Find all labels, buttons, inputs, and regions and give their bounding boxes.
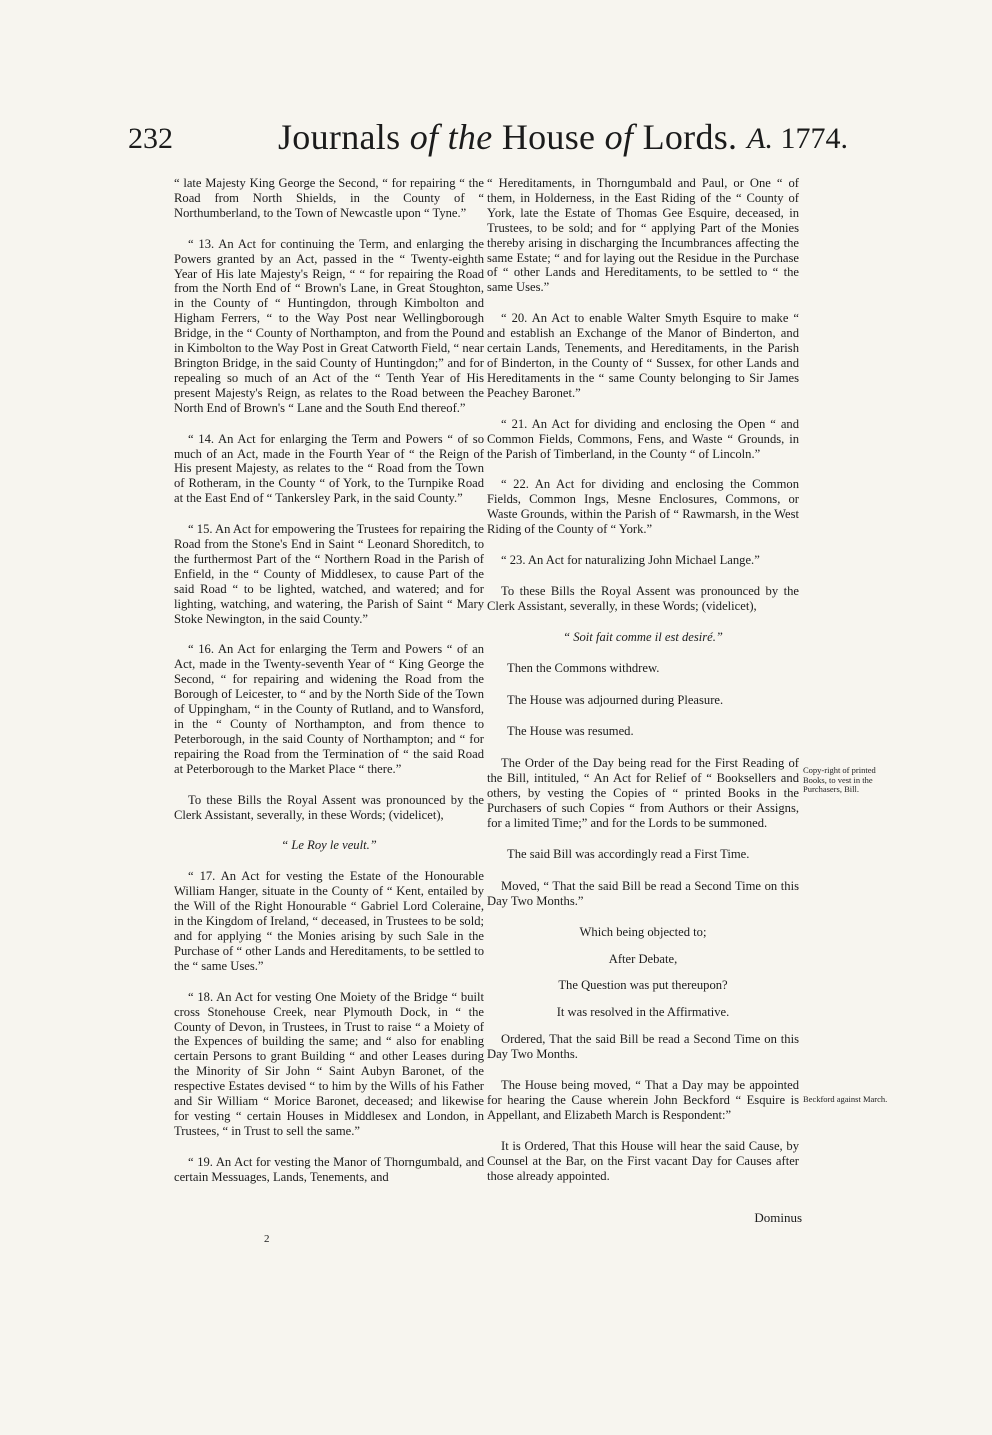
royal-assent-formula-1: “ Le Roy le veult.”	[281, 838, 377, 853]
signature-mark: 2	[264, 1233, 270, 1245]
marginal-note-beckford: Beckford against March.	[803, 1094, 888, 1104]
objection: Which being objected to;	[579, 924, 707, 939]
royal-assent-formula-2: “ Soit fait comme il est desiré.”	[563, 629, 723, 644]
after-debate: After Debate,	[608, 951, 678, 966]
house-resumed: The House was resumed.	[507, 724, 634, 739]
title-word-the: the	[447, 117, 493, 157]
beckford-order: It is Ordered, That this House will hear the said Cause, by Counsel at the Bar, on the First vacant Day for Causes after those already appointed.	[487, 1138, 799, 1183]
order-second-reading: Ordered, That the said Bill be read a Second Time on this Day Two Months.	[487, 1032, 799, 1062]
act-14: “ 14. An Act for enlarging the Term and Powers “ of so much of an Act, made in the Fourth Year of “ the Reign of His present Majesty, as relates to the “ Road from the Town of Rotheram, in the County “ of York, to the Turnpike Road at the East End of “ Tankersley Park, in the said County.”	[174, 431, 484, 506]
act-continuation: “ late Majesty King George the Second, “ for repairing “ the Road from North Shields, in the County of “ Northumberland, to the Town of Newcastle upon “ Tyne.”	[174, 176, 484, 220]
title-word-of-2: of	[604, 117, 634, 157]
title-word-journals: Journals	[278, 117, 401, 157]
beckford-motion: The House being moved, “ That a Day may be appointed for hearing the Cause wherein John Beckford “ Esquire is Appellant, and Elizabeth March is Respondent:”	[487, 1078, 799, 1122]
motion-second-reading: Moved, “ That the said Bill be read a Second Time on this Day Two Months.”	[487, 878, 799, 908]
page-number: 232	[128, 122, 173, 155]
act-15: “ 15. An Act for empowering the Trustees for repairing the Road from the Stone's End in Saint “ Leonard Shoreditch, to the furthermost Part of the “ Northern Road in the Parish of Enfield, in the “ County of Middlesex, to cause Part of the said Road “ to be lighted, watched, and watered; and for lighting, watching, and watering, the Parish of Saint “ Mary Stoke Newington, in the said County.”	[174, 522, 484, 626]
title-word-of-1: of	[409, 117, 439, 157]
act-16: “ 16. An Act for enlarging the Term and Powers “ of an Act, made in the Twenty-seventh Year of “ King George the Second, “ for repairing and widening the Road from the Borough of Leicester, to “ and by the North Side of the Town of Uppingham, “ in the County of Rutland, and to Wansford, in the “ County of Northampton, and from thence to Peterborough, in the said County of Northampton; and “ for repairing the Road from the Termination of “ the said Road at Peterborough to the Market Place “ there.”	[174, 642, 484, 776]
act-20: “ 20. An Act to enable Walter Smyth Esquire to make “ and establish an Exchange of the Manor of Binderton, and certain Lands, Tenements, and Hereditaments, in the Parish of Binderton, in the County of “ Sussex, for other Lands and Hereditaments in the “ same County belonging to Sir James Peachey Baronet.”	[487, 311, 799, 400]
year	[747, 122, 848, 156]
act-23: “ 23. An Act for naturalizing John Michael Lange.”	[501, 553, 760, 568]
act-18: “ 18. An Act for vesting One Moiety of the Bridge “ built cross Stonehouse Creek, near Plymouth Dock, in “ the County of Devon, in Trustees, in Trust to raise “ a Moiety of the Expences of building the same; and “ also for enabling certain Persons to grant Building “ and other Leases during the Minority of Sir John “ Saint Aubyn Baronet, of the respective Estates devised “ to him by the Wills of his Father and Sir William “ Morice Baronet, deceased; and likewise for vesting “ certain Houses in Middlesex and London, in Trustees, “ in Trust to sell the same.”	[174, 989, 484, 1138]
commons-withdrew: Then the Commons withdrew.	[507, 660, 660, 675]
year-value: 1774.	[780, 122, 848, 155]
booksellers-bill-reading: The Order of the Day being read for the First Reading of the Bill, intituled, “ An Act for Relief of “ Booksellers and others, by vesting the Copies of “ printed Books in the Purchasers of such Copies “ from Authors or their Assigns, for a limited Time;” and for the Lords to be summoned.	[487, 756, 799, 830]
marginal-note-copyright: Copy-right of printed Books, to vest in the Purchasers, Bill.	[803, 765, 876, 794]
year-prefix: A.	[747, 122, 773, 155]
royal-assent-statement-2: To these Bills the Royal Assent was pronounced by the Clerk Assistant, severally, in these Words; (videlicet),	[487, 583, 799, 613]
page-header	[128, 112, 848, 162]
act-19-start: “ 19. An Act for vesting the Manor of Thorngumbald, and certain Messuages, Lands, Tenements, and	[174, 1154, 484, 1184]
question-put: The Question was put thereupon?	[558, 978, 728, 993]
act-22: “ 22. An Act for dividing and enclosing the Common Fields, Common Ings, Mesne Enclosures, Commons, or Waste Grounds, within the Parish of “ Rawmarsh, in the West Riding of the County of “ York.”	[487, 477, 799, 537]
act-21: “ 21. An Act for dividing and enclosing the Open “ and Common Fields, Commons, Fens, and Waste “ Grounds, in the Parish of Timberland, in the County “ of Lincoln.”	[487, 416, 799, 461]
catchword: Dominus	[754, 1210, 802, 1225]
resolved-affirmative: It was resolved in the Affirmative.	[556, 1005, 730, 1020]
royal-assent-statement-1: To these Bills the Royal Assent was pronounced by the Clerk Assistant, severally, in these Words; (videlicet),	[174, 792, 484, 822]
title-word-house: House	[501, 117, 596, 157]
right-column	[487, 176, 799, 1200]
page-title	[278, 116, 737, 158]
act-19-continuation: “ Hereditaments, in Thorngumbald and Paul, or One “ of them, in Holderness, in the East Riding of the “ County of York, late the Estate of Thomas Gee Esquire, deceased, in Trustees, to be sold; and for “ applying Part of the Monies thereby arising in discharging the Incumbrances affecting the same Estate; “ and for laying out the Residue in the Purchase of “ other Lands and Hereditaments, to be settled to “ the same Uses.”	[487, 176, 799, 295]
act-13: “ 13. An Act for continuing the Term, and enlarging the Powers granted by an Act, passed in the “ Twenty-eighth Year of His late Majesty's Reign, “ “ for repairing the Road from the North End of “ Brown's Lane, in Great Stoughton, in the County of “ Huntingdon, through Kimbolton and Higham Ferrers, “ to the Way Post near Wellingborough Bridge, in the “ County of Northampton, and from the Pound in Kimbolton to the Way Post in Great Catworth Field, “ near Brington Bridge, in the said County of Huntingdon;” and for repealing so much of an Act of the “ Tenth Year of His present Majesty's Reign, as relates to the Road between the North End of Brown's “ Lane and the South End thereof.”	[174, 236, 484, 415]
title-word-lords: Lords.	[642, 117, 738, 157]
left-column	[174, 176, 484, 1201]
bill-read-first-time: The said Bill was accordingly read a First Time.	[507, 846, 750, 861]
house-adjourned: The House was adjourned during Pleasure.	[507, 692, 724, 707]
act-17: “ 17. An Act for vesting the Estate of the Honourable William Hanger, situate in the County of “ Kent, entailed by the Will of the Right Honourable “ Gabriel Lord Coleraine, in the Kingdom of Ireland, “ deceased, in Trustees to be sold; and for applying “ the Monies arising by such Sale in the Purchase of “ other Lands and Hereditaments, to be settled to the “ same Uses.”	[174, 869, 484, 973]
